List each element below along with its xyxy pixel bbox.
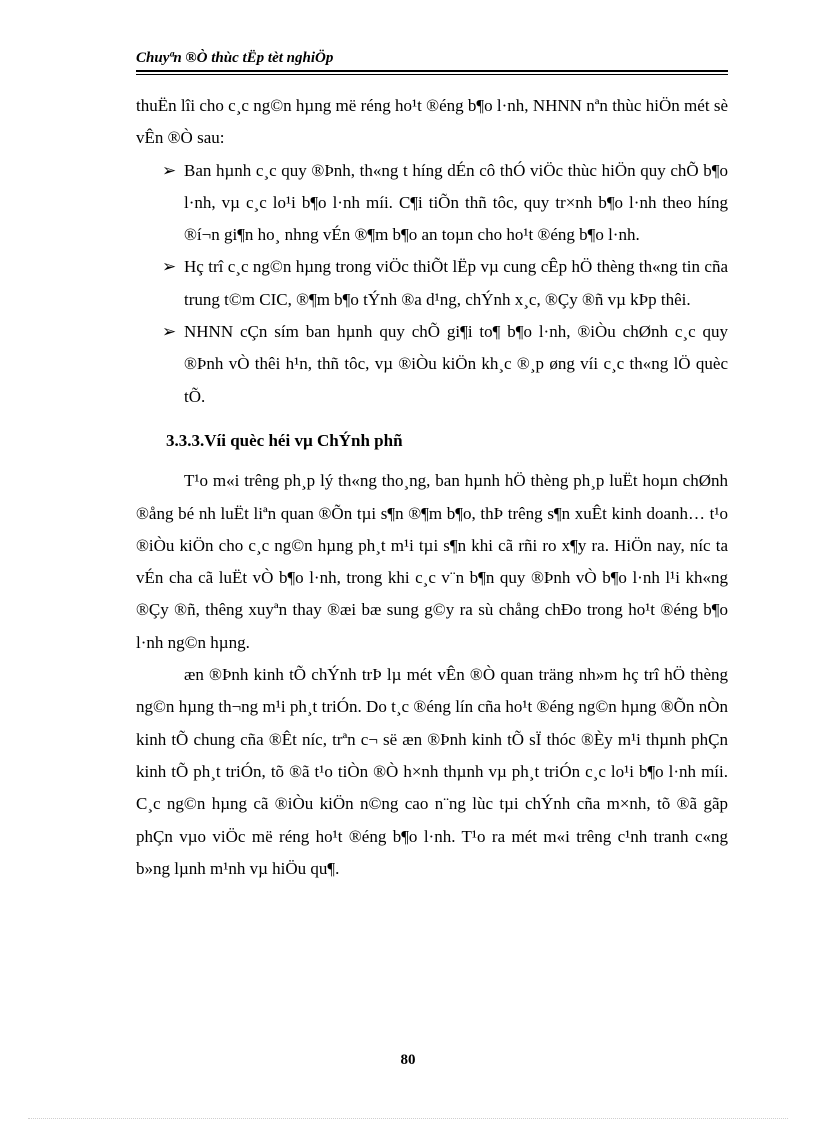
document-body xyxy=(136,90,728,885)
bullet-item-3 xyxy=(136,316,728,413)
paragraph-stability: æn ®Þnh kinh tÕ chÝnh trÞ lµ mét vÊn ®Ò quan träng nh»m hç trî hÖ thèng ng©n hµng th¬ng m¹i ph¸t triÓn. Do t¸c ®éng lín cña ho¹t ®éng ng©n hµng ®Õn nÒn kinh tÕ chung cña ®Êt níc, trªn c¬ së æn ®Þnh kinh tÕ sÏ thóc ®Èy m¹i thµnh phÇn kinh tÕ ph¸t triÓn, tõ ®ã t¹o tiÒn ®Ò h×nh thµnh vµ ph¸t triÓn c¸c lo¹i b¶o l·nh míi. C¸c ng©n hµng cã ®iÒu kiÖn n©ng cao n¨ng lùc tµi chÝnh cña m×nh, tõ ®ã gãp phÇn vµo viÖc më réng ho¹t ®éng b¶o l·nh. T¹o ra mét m«i trêng c¹nh tranh c«ng b»ng lµnh m¹nh vµ hiÖu qu¶. xyxy=(136,665,728,878)
running-header: Chuyªn ®Ò thùc tËp tèt nghiÖp xyxy=(136,50,334,66)
arrow-bullet-icon: ➢ xyxy=(162,160,177,180)
page-number: 80 xyxy=(400,1052,416,1068)
arrow-bullet-icon: ➢ xyxy=(162,257,177,277)
section-heading: 3.3.3.Víi quèc héi vµ ChÝnh phñ xyxy=(166,430,403,450)
header-rule-thick xyxy=(136,70,728,72)
paragraph-legal: T¹o m«i trêng ph¸p lý th«ng tho¸ng, ban hµnh hÖ thèng ph¸p luËt hoµn chØnh ®ång bé nh luËt liªn quan ®Õn tµi s¶n ®¶m b¶o, thÞ trêng s¶n xuÊt kinh doanh… t¹o ®iÒu kiÖn cho c¸c ng©n hµng ph¸t m¹i tµi s¶n khi cã rñi ro x¶y ra. HiÖn nay, níc ta vÉn cha cã luËt vÒ b¶o l·nh, trong khi c¸c v¨n b¶n quy ®Þnh vÒ b¶o l·nh l¹i kh«ng ®Çy ®ñ, thêng xuyªn thay ®æi bæ sung g©y ra sù chång chÐo trong ho¹t ®éng b¶o l·nh ng©n hµng. xyxy=(136,471,728,652)
bullet-text-1: Ban hµnh c¸c quy ®Þnh, th«ng t híng dÉn cô thÓ viÖc thùc hiÖn quy chÕ b¶o l·nh, vµ c¸c lo¹i b¶o l·nh míi. C¶i tiÕn thñ tôc, quy tr×nh b¶o l·nh theo híng ®í¬n gi¶n ho¸ nhng vÉn ®¶m b¶o an toµn cho ho¹t ®éng b¶o l·nh. xyxy=(184,160,728,245)
bullet-item-1 xyxy=(136,155,728,252)
bullet-text-2: Hç trî c¸c ng©n hµng trong viÖc thiÕt lËp vµ cung cÊp hÖ thèng th«ng tin cña trung t©m CIC, ®¶m b¶o tÝnh ®a d¹ng, chÝnh x¸c, ®Çy ®ñ vµ kÞp thêi. xyxy=(184,257,728,309)
footer-dotted-line xyxy=(28,1118,788,1119)
paragraph-intro: thuËn lîi cho c¸c ng©n hµng më réng ho¹t ®éng b¶o l·nh, NHNN nªn thùc hiÖn mét sè vÊn ®Ò sau: xyxy=(136,96,728,148)
bullet-item-2 xyxy=(136,251,728,316)
arrow-bullet-icon: ➢ xyxy=(162,322,177,342)
bullet-text-3: NHNN cÇn sím ban hµnh quy chÕ gi¶i to¶ b¶o l·nh, ®iÒu chØnh c¸c quy ®Þnh vÒ thêi h¹n, thñ tôc, vµ ®iÒu kiÖn kh¸c ®¸p øng víi c¸c th«ng lÖ quèc tÕ. xyxy=(184,322,728,406)
header-rule-thin xyxy=(136,74,728,75)
